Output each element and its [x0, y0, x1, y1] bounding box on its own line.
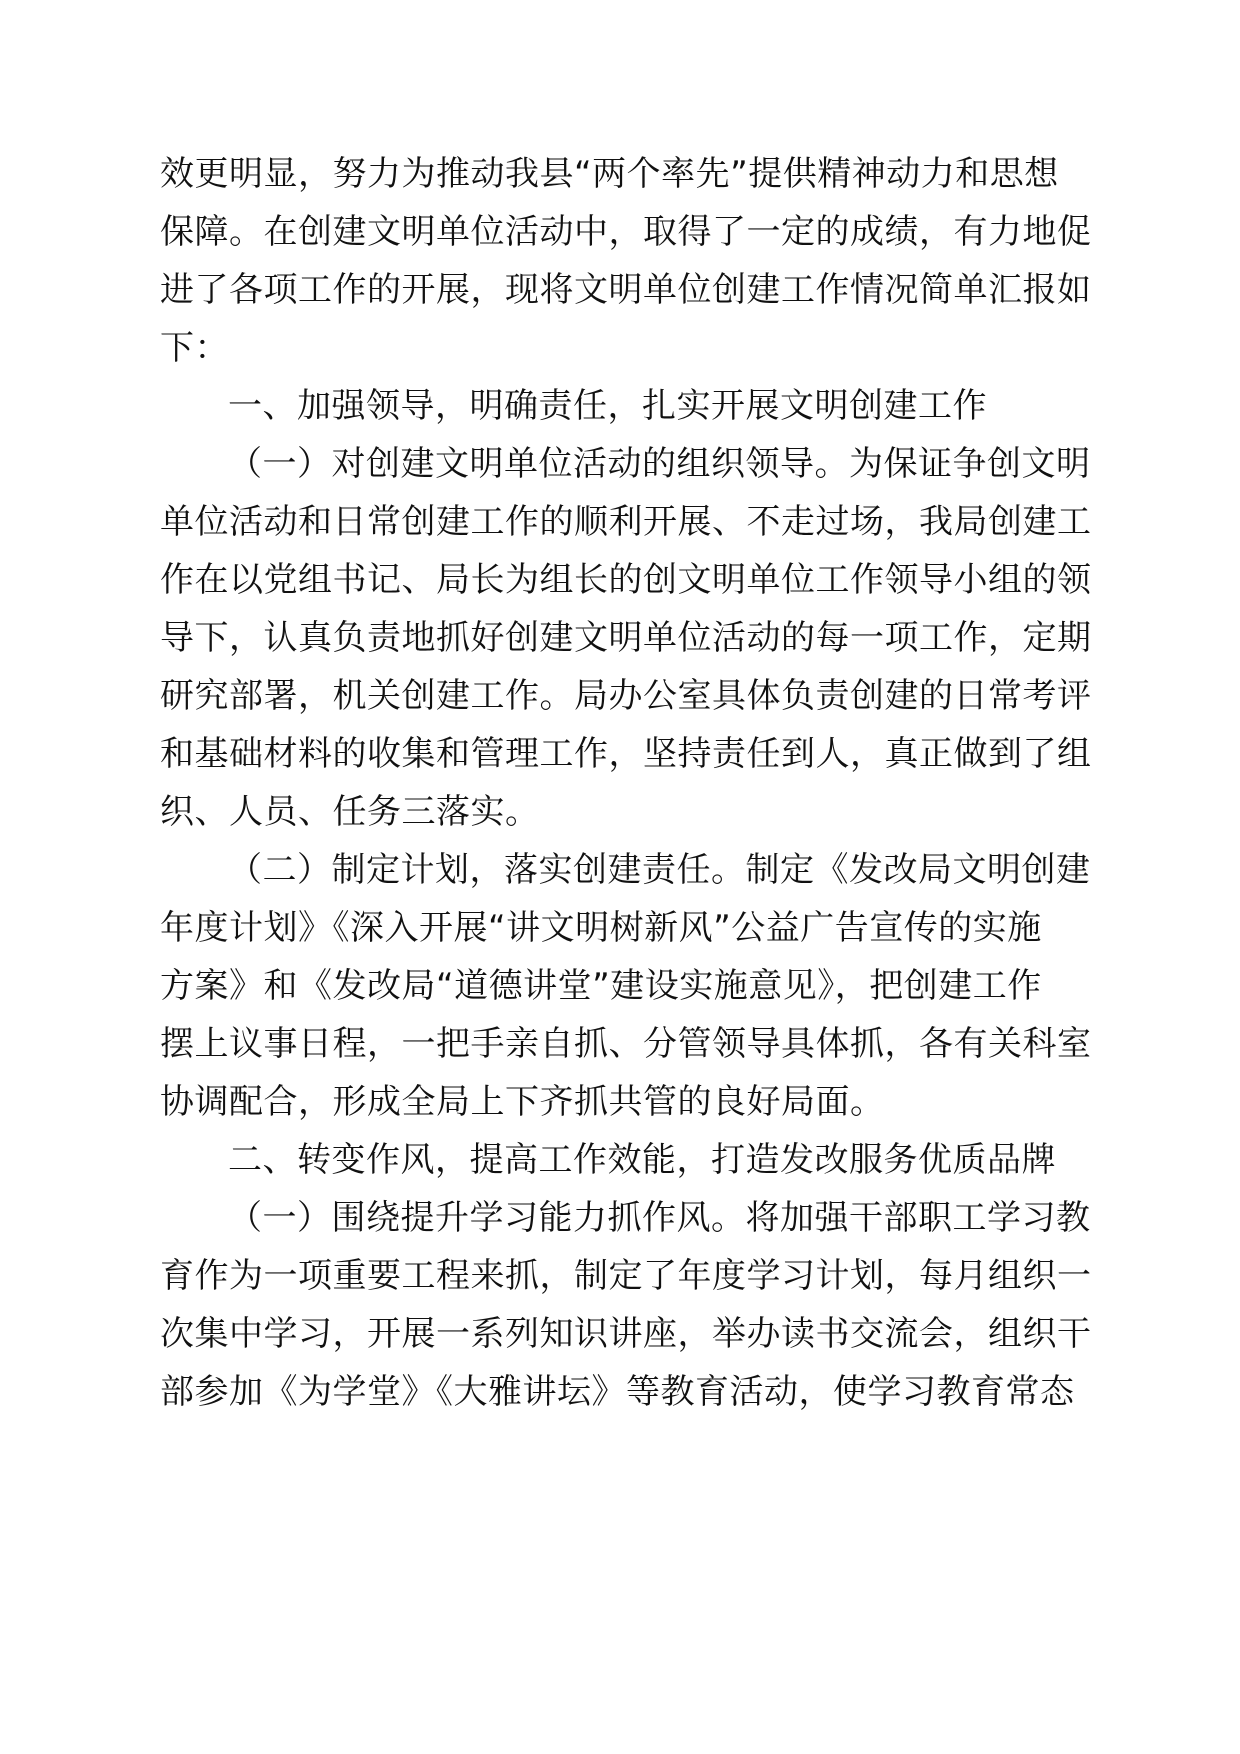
- paragraph-line: 次集中学习，开展一系列知识讲座，举办读书交流会，组织干: [160, 1314, 1092, 1354]
- paragraph-line: 单位活动和日常创建工作的顺利开展、不走过场，我局创建工: [160, 502, 1092, 542]
- paragraph-line: （一）对创建文明单位活动的组织领导。为保证争创文明: [228, 444, 1091, 484]
- paragraph-line: 摆上议事日程，一把手亲自抓、分管领导具体抓，各有关科室: [160, 1024, 1092, 1064]
- paragraph-line: 方案》和《发改局“道德讲堂”建设实施意见》，把创建工作: [160, 966, 1042, 1006]
- paragraph-line: 导下，认真负责地抓好创建文明单位活动的每一项工作，定期: [160, 618, 1092, 658]
- paragraph-line: 和基础材料的收集和管理工作，坚持责任到人，真正做到了组: [160, 734, 1092, 774]
- paragraph-line: 保障。在创建文明单位活动中，取得了一定的成绩，有力地促: [160, 212, 1092, 252]
- paragraph-line: 年度计划》《深入开展“讲文明树新风”公益广告宣传的实施: [160, 908, 1042, 948]
- paragraph-line: 效更明显，努力为推动我县“两个率先”提供精神动力和思想: [160, 154, 1059, 194]
- paragraph-line: （二）制定计划，落实创建责任。制定《发改局文明创建: [228, 850, 1091, 890]
- paragraph-line: （一）围绕提升学习能力抓作风。将加强干部职工学习教: [228, 1198, 1091, 1238]
- paragraph-line: 部参加《为学堂》《大雅讲坛》等教育活动，使学习教育常态: [160, 1372, 1075, 1412]
- paragraph-line: 进了各项工作的开展，现将文明单位创建工作情况简单汇报如: [160, 270, 1092, 310]
- paragraph-line: 织、人员、任务三落实。: [160, 792, 540, 832]
- paragraph-line: 研究部署，机关创建工作。局办公室具体负责创建的日常考评: [160, 676, 1092, 716]
- paragraph-line: 协调配合，形成全局上下齐抓共管的良好局面。: [160, 1082, 885, 1122]
- paragraph-line: 下：: [160, 328, 229, 368]
- section-heading-2: 二、转变作风，提高工作效能，打造发改服务优质品牌: [228, 1140, 1056, 1180]
- paragraph-line: 作在以党组书记、局长为组长的创文明单位工作领导小组的领: [160, 560, 1092, 600]
- section-heading-1: 一、加强领导，明确责任，扎实开展文明创建工作: [228, 386, 987, 426]
- paragraph-line: 育作为一项重要工程来抓，制定了年度学习计划，每月组织一: [160, 1256, 1092, 1296]
